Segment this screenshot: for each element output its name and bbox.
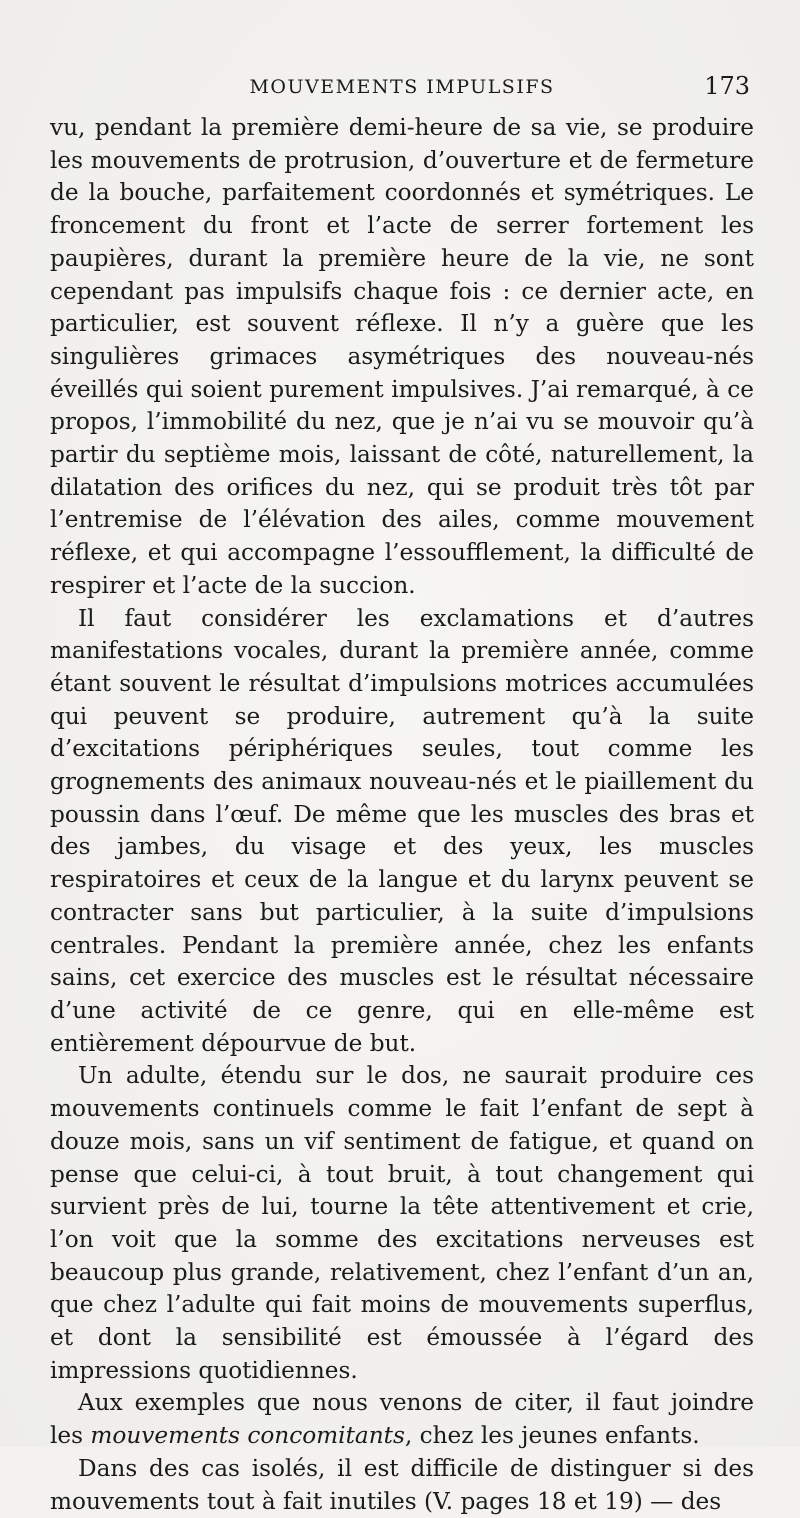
paragraph-continued: vu, pendant la première demi-heure de sa vie, se produire les mouvements de protrusion, d’ouverture et de fermeture de la bouche, parfaitement coordonnés et symétriques. Le froncement du front et l’acte de serrer fortement les paupières, durant la première heure de la vie, ne sont cependant pas impulsifs chaque fois : ce dernier acte, en particulier, est souvent réflexe. Il n’y a guère que les singulières grimaces asymétriques des nouveau-nés éveillés qui soient purement impulsives. J’ai remarqué, à ce propos, l’immobilité du nez, que je n’ai vu se mouvoir qu’à partir du septième mois, laissant de côté, naturellement, la dilatation des orifices du nez, qui se produit très tôt par l’entremise de l’élévation des ailes, comme mouvement réflexe, et qui accompagne l’essoufflement, la difficulté de respirer et l’acte de la succion.: [50, 114, 754, 599]
paragraph-cas-isoles: Dans des cas isolés, il est difficile de distinguer si des mouvements tout à fait inutiles (V. pages 18 et 19) — des: [50, 1454, 754, 1515]
paragraph-concomitants-after: , chez les jeunes enfants.: [404, 1422, 700, 1450]
paragraph-concomitants-before: Aux exemples que nous venons de citer, il faut joindre les: [50, 1389, 754, 1450]
body-text: [50, 112, 754, 1518]
emphasis-mouvements-concomitants: mouvements concomitants: [90, 1422, 405, 1450]
paragraph-exclamations: Il faut considérer les exclamations et d’autres manifestations vocales, durant la première année, comme étant souvent le résultat d’impulsions motrices accumulées qui peuvent se produire, autrement qu’à la suite d’excitations périphériques seules, tout comme les grognements des animaux nouveau-nés et le piaillement du poussin dans l’œuf. De même que les muscles des bras et des jambes, du visage et des yeux, les muscles respiratoires et ceux de la langue et du larynx peuvent se contracter sans but particulier, à la suite d’impulsions centrales. Pendant la première année, chez les enfants sains, cet exercice des muscles est le résultat nécessaire d’une activité de ce genre, qui en elle-même est entièrement dépourvue de but.: [50, 604, 754, 1057]
paragraph-concomitants: [50, 1387, 754, 1452]
paragraph-adulte: Un adulte, étendu sur le dos, ne saurait produire ces mouvements continuels comme le fait l’enfant de sept à douze mois, sans un vif sentiment de fatigue, et quand on pense que celui-ci, à tout bruit, à tout changement qui survient près de lui, tourne la tête attentivement et crie, l’on voit que la somme des excitations nerveuses est beaucoup plus grande, relativement, chez l’enfant d’un an, que chez l’adulte qui fait moins de mouvements superflus, et dont la sensibilité est émoussée à l’égard des impressions quotidiennes.: [50, 1062, 754, 1384]
running-title: MOUVEMENTS IMPULSIFS: [249, 76, 555, 98]
running-head: [50, 62, 754, 112]
page-number: 173: [704, 72, 750, 100]
